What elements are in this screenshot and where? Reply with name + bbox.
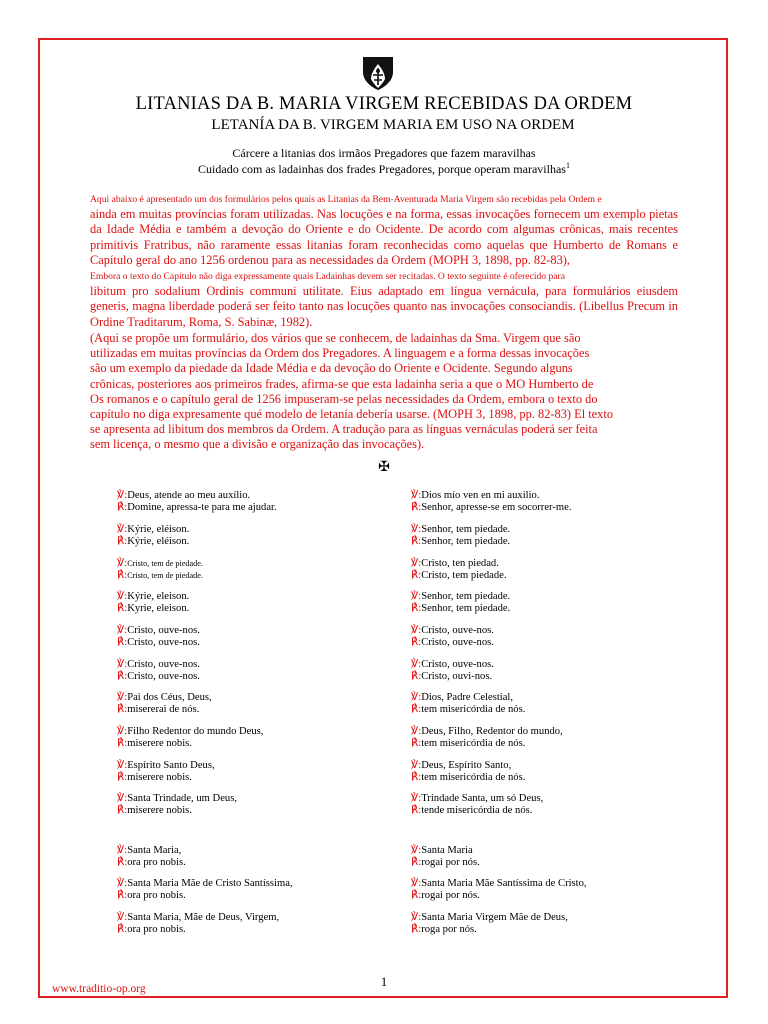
response-mark: ℟: — [117, 603, 128, 614]
response-mark: ℟: — [117, 536, 128, 547]
response-text: Cristo, tem piedade. — [421, 570, 507, 581]
litany-pair — [117, 692, 407, 716]
response-text: roga por nós. — [421, 924, 477, 935]
epigraph-line-2 — [0, 161, 768, 177]
versicle-mark: ℣: — [411, 490, 422, 501]
litany-pair — [117, 558, 407, 582]
versicle-mark: ℣: — [411, 845, 422, 856]
versicle-mark: ℣: — [117, 490, 128, 501]
versicle-line — [411, 878, 701, 890]
versicle-line — [117, 692, 407, 704]
versicle-mark: ℣: — [117, 793, 128, 804]
litany-pair — [411, 625, 701, 649]
response-text: Senhor, tem piedade. — [421, 603, 511, 614]
versicle-text: Kýrie, eleison. — [127, 591, 190, 602]
intro-small-line-2: Embora o texto do Capítulo não diga expressamente quais Ladainhas devem ser recitadas. O texto seguinte é oferecido para — [90, 271, 565, 283]
litany-pair — [411, 692, 701, 716]
response-mark: ℟: — [411, 704, 422, 715]
response-line — [411, 924, 701, 936]
versicle-mark: ℣: — [117, 912, 128, 923]
response-mark: ℟: — [411, 570, 422, 581]
response-text: Cristo, ouvi-nos. — [421, 671, 493, 682]
litany-pair — [117, 625, 407, 649]
response-line — [411, 772, 701, 784]
litany-pair — [411, 490, 701, 514]
versicle-text: Santa Trindade, um Deus, — [127, 793, 237, 804]
intro-line: capítulo no diga expresamente qué modelo de letanía debería usarse. (MOPH 3, 1898, pp. 82-83) El texto — [90, 407, 614, 422]
versicle-text: Cristo, ouve-nos. — [421, 659, 494, 670]
versicle-text: Cristo, ouve-nos. — [421, 625, 494, 636]
litany-pair — [411, 912, 701, 936]
litany-pair — [411, 878, 701, 902]
versicle-line — [117, 558, 407, 570]
versicle-text: Pai dos Céus, Deus, — [127, 692, 212, 703]
response-line — [411, 738, 701, 750]
response-line — [117, 857, 407, 869]
response-line — [411, 671, 701, 683]
litany-pair — [117, 845, 407, 869]
response-text: Senhor, apresse-se em socorrer-me. — [421, 502, 572, 513]
response-line — [117, 924, 407, 936]
versicle-text: Santa Maria — [421, 845, 473, 856]
versicle-mark: ℣: — [411, 524, 422, 535]
response-line — [411, 805, 701, 817]
response-mark: ℟: — [117, 857, 128, 868]
response-text: rogai por nós. — [421, 890, 480, 901]
litany-pair — [117, 793, 407, 817]
versicle-line — [117, 760, 407, 772]
response-text: tende misericórdia de nós. — [421, 805, 533, 816]
cross-icon: ✠ — [378, 460, 390, 475]
versicle-line — [411, 912, 701, 924]
response-text: Cristo, ouve-nos. — [127, 637, 200, 648]
response-text: misererai de nós. — [127, 704, 200, 715]
page-subtitle: LETANÍA DA B. VIRGEM MARIA EM USO NA ORDEM — [211, 117, 575, 133]
litany-pair — [117, 726, 407, 750]
versicle-line — [411, 845, 701, 857]
versicle-line — [117, 912, 407, 924]
versicle-mark: ℣: — [117, 726, 128, 737]
versicle-line — [117, 793, 407, 805]
versicle-text: Santa Maria, — [127, 845, 182, 856]
versicle-mark: ℣: — [411, 793, 422, 804]
response-mark: ℟: — [411, 924, 422, 935]
intro-main-text: ainda em muitas províncias foram utilizadas. Nas locuções e na forma, essas invocações fornecem um exemplo pietas da Idade Média e também a devoção do Oriente e do Ocidente. De acordo com algumas crônicas, mais recentes primitivis Fratribus, não raramente essas litanias foram reconhecidas como aquelas que Humberto de Romans e Capítulo geral do ano 1256 ordenou para as necessidades da Ordem (MOPH 3, 1898, pp. 82-83), — [90, 207, 678, 267]
litany-pair — [411, 524, 701, 548]
dominican-shield-icon — [361, 55, 395, 91]
versicle-mark: ℣: — [411, 625, 422, 636]
response-text: ora pro nobis. — [127, 924, 186, 935]
versicle-text: Deus, Filho, Redentor do mundo, — [421, 726, 563, 737]
response-line — [411, 603, 701, 615]
versicle-mark: ℣: — [411, 726, 422, 737]
intro-paragraph-2 — [90, 331, 678, 453]
intro-line: são um exemplo da piedade da Idade Média e da devoção do Oriente e Ocidente. Segundo alguns — [90, 361, 573, 376]
versicle-line — [411, 524, 701, 536]
intro-line: (Aqui se propõe um formulário, dos vários que se conhecem, de ladainhas da Sma. Virgem que são — [90, 331, 581, 345]
response-line — [117, 671, 407, 683]
response-mark: ℟: — [411, 536, 422, 547]
response-text: Cristo, ouve-nos. — [127, 671, 200, 682]
response-mark: ℟: — [117, 772, 128, 783]
response-mark: ℟: — [411, 502, 422, 513]
response-line — [117, 536, 407, 548]
response-line — [411, 704, 701, 716]
response-text: tem misericórdia de nós. — [421, 704, 526, 715]
footnote-marker: 1 — [565, 161, 570, 170]
versicle-text: Cristo, ten piedad. — [421, 558, 499, 569]
response-line — [411, 536, 701, 548]
response-mark: ℟: — [411, 637, 422, 648]
response-text: Cristo, tem de piedade. — [127, 571, 203, 580]
litany-pair — [411, 726, 701, 750]
versicle-line — [117, 878, 407, 890]
versicle-line — [411, 558, 701, 570]
response-mark: ℟: — [411, 603, 422, 614]
response-mark: ℟: — [117, 704, 128, 715]
page-number: 1 — [380, 974, 388, 989]
versicle-text: Deus, Espírito Santo, — [421, 760, 512, 771]
versicle-line — [411, 659, 701, 671]
response-line — [411, 502, 701, 514]
intro-line: crônicas, posteriores aos primeiros frades, afirma-se que esta ladainha seria a que o MO Humberto de — [90, 376, 594, 391]
response-text: Kýrie, eléison. — [127, 536, 190, 547]
response-text: rogai por nós. — [421, 857, 480, 868]
versicle-text: Senhor, tem piedade. — [421, 524, 511, 535]
intro-paragraph — [90, 191, 678, 330]
versicle-mark: ℣: — [117, 625, 128, 636]
versicle-text: Dios mío ven en mi auxilio. — [421, 490, 540, 501]
versicle-mark: ℣: — [117, 692, 128, 703]
litany-pair — [117, 912, 407, 936]
response-mark: ℟: — [411, 890, 422, 901]
versicle-mark: ℣: — [411, 912, 422, 923]
response-line — [117, 805, 407, 817]
response-mark: ℟: — [411, 738, 422, 749]
response-line — [411, 570, 701, 582]
page-title: LITANIAS DA B. MARIA VIRGEM RECEBIDAS DA ORDEM — [135, 94, 633, 114]
response-line — [117, 772, 407, 784]
response-mark: ℟: — [117, 805, 128, 816]
versicle-text: Deus, atende ao meu auxílio. — [127, 490, 251, 501]
versicle-line — [117, 845, 407, 857]
response-mark: ℟: — [117, 637, 128, 648]
versicle-mark: ℣: — [117, 558, 128, 569]
versicle-line — [411, 692, 701, 704]
versicle-mark: ℣: — [117, 760, 128, 771]
versicle-line — [117, 591, 407, 603]
litany-pair — [117, 760, 407, 784]
litany-pair — [117, 524, 407, 548]
litany-pair — [411, 793, 701, 817]
litany-pair — [117, 490, 407, 514]
versicle-mark: ℣: — [411, 760, 422, 771]
intro-small-line: Aqui abaixo é apresentado um dos formulários pelos quais as Litanias da Bem-Aventurada Maria Virgem são recebidas pela Ordem e — [90, 194, 602, 205]
litany-pair — [411, 845, 701, 869]
versicle-mark: ℣: — [117, 845, 128, 856]
response-line — [117, 738, 407, 750]
response-text: miserere nobis. — [127, 772, 192, 783]
versicle-line — [117, 726, 407, 738]
response-text: miserere nobis. — [127, 805, 192, 816]
intro-line: utilizadas em muitas províncias da Ordem dos Pregadores. A linguagem e a forma dessas invocações — [90, 346, 590, 361]
versicle-mark: ℣: — [117, 878, 128, 889]
versicle-text: Santa Maria Virgem Mãe de Deus, — [421, 912, 568, 923]
litany-pair — [411, 659, 701, 683]
versicle-text: Trindade Santa, um só Deus, — [421, 793, 544, 804]
response-text: miserere nobis. — [127, 738, 192, 749]
versicle-mark: ℣: — [411, 659, 422, 670]
versicle-line — [411, 793, 701, 805]
litany-pair — [411, 760, 701, 784]
response-line — [117, 704, 407, 716]
response-text: ora pro nobis. — [127, 857, 186, 868]
response-line — [411, 890, 701, 902]
epigraph-line-1: Cárcere a litanias dos irmãos Pregadores que fazem maravilhas — [232, 146, 536, 160]
versicle-mark: ℣: — [411, 591, 422, 602]
response-mark: ℟: — [117, 502, 128, 513]
response-mark: ℟: — [117, 671, 128, 682]
litany-pair — [411, 591, 701, 615]
response-mark: ℟: — [411, 857, 422, 868]
response-text: Senhor, tem piedade. — [421, 536, 511, 547]
response-mark: ℟: — [117, 738, 128, 749]
response-line — [411, 857, 701, 869]
response-line — [411, 637, 701, 649]
versicle-text: Kýrie, eléison. — [127, 524, 190, 535]
website-link[interactable]: www.traditio-op.org — [52, 983, 146, 995]
versicle-mark: ℣: — [411, 692, 422, 703]
response-text: Cristo, ouve-nos. — [421, 637, 494, 648]
versicle-mark: ℣: — [411, 878, 422, 889]
response-mark: ℟: — [117, 570, 128, 581]
litany-pair — [117, 878, 407, 902]
response-line — [117, 570, 407, 582]
response-text: tem misericórdia de nós. — [421, 738, 526, 749]
versicle-line — [117, 490, 407, 502]
response-mark: ℟: — [117, 890, 128, 901]
response-mark: ℟: — [411, 805, 422, 816]
versicle-line — [411, 625, 701, 637]
response-mark: ℟: — [117, 924, 128, 935]
versicle-mark: ℣: — [117, 659, 128, 670]
intro-line: Os romanos e o capítulo geral de 1256 impuseram-se pelas necessidades da Ordem, embora o texto do — [90, 391, 598, 406]
response-text: Kyrie, eleison. — [127, 603, 190, 614]
intro-line: sem licença, o mesmo que a divisão e organização das invocações). — [90, 437, 425, 452]
versicle-text: Cristo, ouve-nos. — [127, 659, 200, 670]
versicle-text: Cristo, ouve-nos. — [127, 625, 200, 636]
versicle-line — [117, 659, 407, 671]
versicle-line — [411, 490, 701, 502]
response-line — [117, 502, 407, 514]
versicle-mark: ℣: — [411, 558, 422, 569]
response-text: tem misericórdia de nós. — [421, 772, 526, 783]
versicle-line — [411, 591, 701, 603]
versicle-text: Senhor, tem piedade. — [421, 591, 511, 602]
intro-line: se apresenta ad libitum dos membros da Ordem. A tradução para as línguas vernáculas poderá ser feita — [90, 422, 598, 437]
response-line — [117, 603, 407, 615]
versicle-text: Espírito Santo Deus, — [127, 760, 215, 771]
versicle-mark: ℣: — [117, 524, 128, 535]
response-mark: ℟: — [411, 772, 422, 783]
litany-pair — [117, 659, 407, 683]
versicle-text: Santa Maria Mãe de Cristo Santíssima, — [127, 878, 293, 889]
litany-pair — [411, 558, 701, 582]
versicle-line — [117, 524, 407, 536]
versicle-text: Filho Redentor do mundo Deus, — [127, 726, 264, 737]
litany-pair — [117, 591, 407, 615]
response-text: Domine, apressa-te para me ajudar. — [127, 502, 277, 513]
epigraph-line-2-text: Cuidado com as ladainhas dos frades Pregadores, porque operam maravilhas — [198, 162, 566, 176]
versicle-text: Dios, Padre Celestial, — [421, 692, 513, 703]
versicle-line — [411, 760, 701, 772]
versicle-text: Santa Maria, Mãe de Deus, Virgem, — [127, 912, 280, 923]
versicle-text: Santa Maria Mãe Santíssima de Cristo, — [421, 878, 587, 889]
versicle-line — [117, 625, 407, 637]
response-line — [117, 637, 407, 649]
response-line — [117, 890, 407, 902]
intro-end-text: libitum pro sodalium Ordinis communi utilitate. Eius adaptado em língua vernácula, para formulários eiusdem generis, magna liberdade poderá ser feito tanto nas locuções quanto nas invocações consociandis. (Libellus Precum in Ordine Traditarum, Roma, S. Sabinæ, 1982). — [90, 284, 678, 329]
response-text: ora pro nobis. — [127, 890, 186, 901]
versicle-mark: ℣: — [117, 591, 128, 602]
versicle-text: Cristo, tem de piedade. — [127, 559, 203, 568]
versicle-line — [411, 726, 701, 738]
response-mark: ℟: — [411, 671, 422, 682]
